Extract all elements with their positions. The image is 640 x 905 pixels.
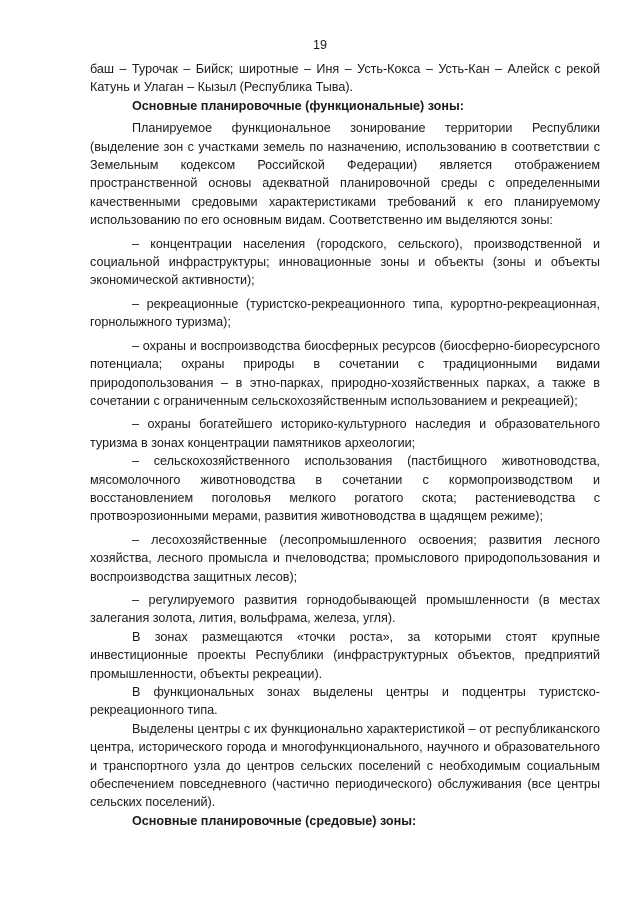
list-item-forestry: – лесохозяйственные (лесопромышленного освоения; развития лесного хозяйства, лесного промысла и пчеловодства; промыслового природопользования и воспроизводства защитных лесов); [90, 532, 600, 584]
page-number: 19 [312, 38, 327, 52]
section-heading-functional-zones: Основные планировочные (функциональные) зоны: [132, 98, 464, 113]
paragraph-tourist-centers: В функциональных зонах выделены центры и подцентры туристско-рекреационного типа. [90, 685, 600, 718]
list-item-agriculture: – сельскохозяйственного использования (пастбищного животноводства, мясомолочного животноводства в сочетании с кормопроизводством и восстановлением поголовья мелкого рогатого скота; растениеводства с протвоэрозионными мерами, развития животноводства в щадящем режиме); [90, 454, 600, 524]
paragraph-growth-points: В зонах размещаются «точки роста», за которыми стоят крупные инвестиционные проекты Республики (инфраструктурных объектов, предприятий промышленности, объекты рекреации). [90, 629, 600, 681]
paragraph-intro: Планируемое функциональное зонирование территории Республики (выделение зон с участками земель по назначению, использованию в соответствии с Земельным кодексом Российской Федерации) является отображением пространственной основы адекватной планировочной среды с определенными качественными средовыми характеристиками требований к его планируемому использованию по его основным видам. Соответственно им выделяются зоны: [90, 121, 600, 228]
list-item-biosphere: – охраны и воспроизводства биосферных ресурсов (биосферно-биоресурсного потенциала; охраны природы в сочетании с традиционными видами природопользования – в этно-парках, природно-хозяйственных парках, а также в сочетании с ограниченным сельскохозяйственным использованием и рекреацией); [90, 338, 600, 408]
list-item-mining: – регулируемого развития горнодобывающей промышленности (в местах залегания золота, лития, вольфрама, железа, угля). [90, 592, 600, 626]
page-body [90, 60, 600, 830]
section-heading-environment-zones: Основные планировочные (средовые) зоны: [132, 813, 417, 828]
list-item-heritage: – охраны богатейшего историко-культурного наследия и образовательного туризма в зонах концентрации памятников археологии; [90, 417, 600, 450]
list-item-recreation: – рекреационные (туристско-рекреационного типа, курортно-рекреационная, горнолыжного туризма); [90, 296, 600, 330]
paragraph-centers: Выделены центры с их функционально характеристикой – от республиканского центра, исторического города и многофункционального, научного и образовательного и транспортного узла до центров сельских поселений с необходимым социальным обеспечением повседневного (частично периодического) обслуживания (все центры сельских поселений). [90, 721, 600, 810]
paragraph-continued: баш – Турочак – Бийск; широтные – Иня – Усть-Кокса – Усть-Кан – Алейск с рекой Катунь и Улаган – Кызыл (Республика Тыва). [90, 62, 600, 95]
list-item-population: – концентрации населения (городского, сельского), производственной и социальной инфраструктуры; инновационные зоны и объекты (зоны и объекты экономической активности); [90, 236, 600, 288]
